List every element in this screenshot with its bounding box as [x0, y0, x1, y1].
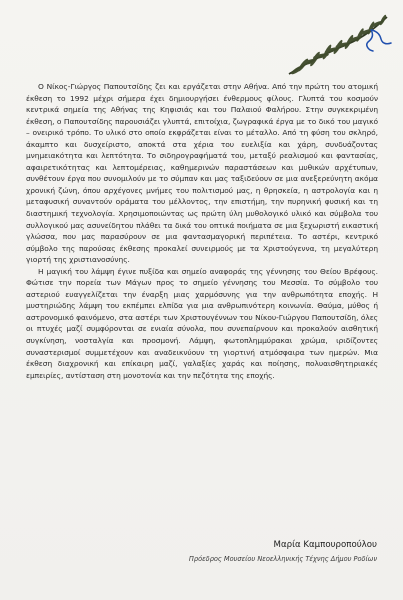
paragraph-2: Η μαγική του λάμψη έγινε πυξίδα και σημείο αναφοράς της γέννησης του Θείου Βρέφους. Φώτισε την πορεία των Μάγων προς το σημείο γέννησης του Μεσσία. Το σύμβολο του αστεριού ευαγγελίζεται την έναρξη μιας χαρμόσυνης για την ανθρωπότητα εποχής. Η μυστηριώδης λάμψη του εκπέμπει ελπίδα για μια ανθρωπινότερη κοινωνία. Θαύμα, μύθος ή αστρονομικό φαινόμενο, στα αστέρι των Χριστουγέννων του Νίκου-Γιώργου Παπουτσίδη, όλες οι πτυχές μαζί συμφύρονται σε ενιαία σύνολα, που συνεπαίρνουν και προκαλούν αισθητική συγκίνηση, νοσταλγία και προσμονή. Λάμψη, φωτοπλημμύρακαι χρώμα, ιριδίζοντες συναστερισμοί συμμετέχουν και αναδεικνύουν τη γιορτινή ατμόσφαιρα των ημερών. Μια έκθεση διαχρονική και επίκαιρη μαζί, γαλαξίες χαράς και ποίησης, πολυαισθητηριακές εμπειρίες, αντίσταση στη μονοτονία και την πεζότητα της εποχής. [26, 266, 378, 380]
main-text [26, 81, 378, 381]
signature-block [189, 539, 377, 564]
signature-name: Μαρία Καμπουροπούλου [273, 540, 377, 550]
paragraph-1: Ο Νίκος-Γιώργος Παπουτσίδης ζει και εργάζεται στην Αθήνα. Από την πρώτη του ατομική έκθεση το 1992 μέχρι σήμερα έχει δημιουργήσει ένθερμους φίλους. Γλυπτά του κοσμούν κεντρικά σημεία της Αθήνας της Κηφισιάς και του Παλαιού Φαλήρου. Στην συγκεκριμένη έκθεση, ο Παπουτσίδης παρουσιάζει γλυπτά, επιτοίχια, ζωγραφικά έργα με το δικό του μαγικό – ονειρικό τρόπο. Το υλικό στο οποίο εκφράζεται είναι το μέταλλο. Από τη φύση του σκληρό, άκαμπτο και δυσχείριστο, αποκτά στα χέρια του ευελιξία και χάρη, συνδυάζοντας μνημειακότητα και λεπτότητα. Το σιδηρογραφήματά του, μεταξύ ρεαλισμού και φαντασίας, αφαιρετικότητας και λεπτομέρειας, καθημερινών παραστάσεων και μυθικών αρχέτυπων, συνθέτουν έργα που συνομιλούν με το σύμπαν και μας ταξιδεύουν σε μια ανεξερεύνητη ακόμα χρονική ζώνη, όπου αρχέγονες μνήμες του πολιτισμού μας, η θρησκεία, η αστρολογία και η μεταφυσική συναντούν οράματα του μέλλοντος, την επιστήμη, την πυρηνική φυσική και τη διαστημική τεχνολογία. Χρησιμοποιώντας ως πρώτη ύλη μυθολογικό υλικό και σύμβολα του συλλογικού μας ασυνείδητου πλάθει τα δικά του οπτικά ποιήματα σε μια ξεχωριστή εικαστική γλώσσα, που μας παρασύρουν σε μια φαντασμαγορική περιπέτεια. Το αστέρι, κεντρικό σύμβολο της παρούσας έκθεσης προκαλεί συνειρμούς με τα Χριστούγεννα, τη μεγαλύτερη γιορτή της χριστιανοσύνης. [26, 82, 378, 265]
signature-role: Πρόεδρος Μουσείου Νεοελληνικής Τέχνης Δήμου Ροδίων [188, 555, 377, 563]
olive-branch-with-ribbon-icon [285, 8, 395, 80]
